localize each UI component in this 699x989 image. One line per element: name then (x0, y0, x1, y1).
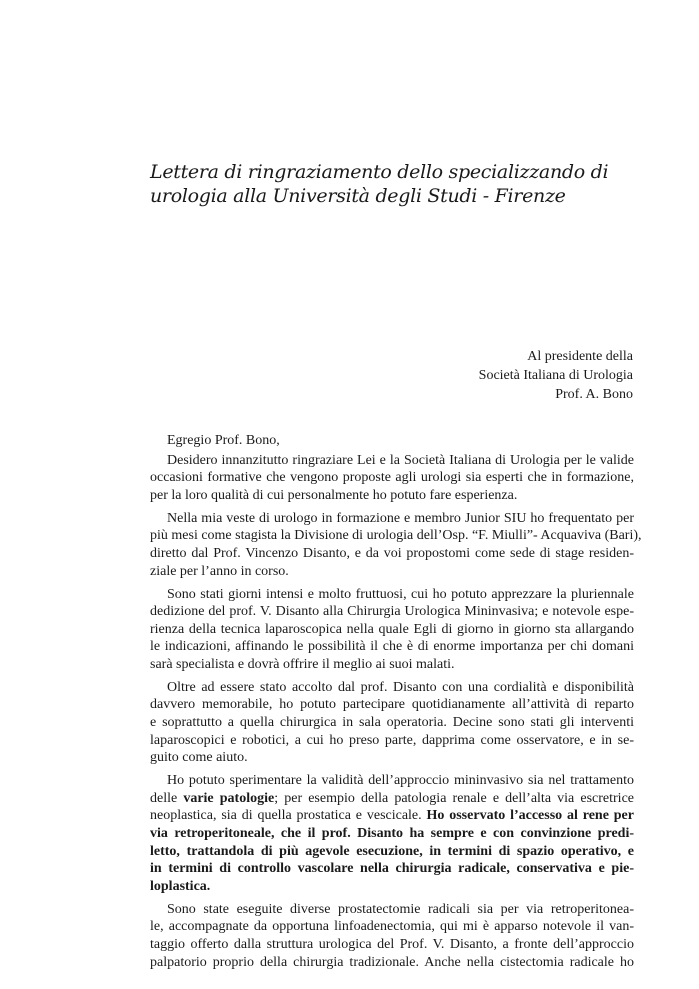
document-title (150, 160, 620, 208)
recipient-block (479, 347, 633, 404)
title-line: urologia alla Università degli Studi - Firenze (150, 185, 566, 207)
text-line: sarà specialista e dovrà offrire il meglio ai suoi malati. (150, 656, 455, 672)
text-line: guito come aiuto. (150, 750, 248, 766)
paragraph (150, 586, 634, 674)
text-line (150, 860, 634, 878)
letter-body (150, 432, 642, 977)
text-line: Oltre ad essere stato accolto dal prof. Disanto con una cordialità e disponibilità (167, 679, 634, 695)
text-line: ziale per l’anno in corso. (150, 563, 289, 579)
text-line: Ho potuto sperimentare la validità dell’approccio mininvasivo sia nel trattamento (167, 773, 634, 789)
bold-text: in termini di controllo vascolare nella chirurgia radicale, conservativa e pie- (150, 861, 634, 877)
text-line: Sono stati giorni intensi e molto fruttuosi, cui ho potuto apprezzare la pluriennale (167, 586, 634, 602)
text-line (150, 790, 634, 808)
text-line: Desidero innanzitutto ringraziare Lei e la Società Italiana di Urologia per le valide (167, 452, 634, 468)
text-line: più mesi come stagista la Divisione di urologia dell’Osp. “F. Miulli”- Acquaviva (Bari), (150, 528, 642, 544)
greeting (150, 432, 634, 450)
text-line: per la loro qualità di cui personalmente ho potuto fare esperienza. (150, 487, 518, 503)
paragraph (150, 901, 634, 971)
paragraph (150, 772, 634, 895)
text-run: ; per esempio della patologia renale e dell’alta via escretrice (274, 790, 634, 806)
paragraph (150, 510, 642, 580)
recipient-line: Prof. A. Bono (555, 387, 633, 402)
text-line: le, accompagnate da opportuna linfoadenectomia, qui mi è apparso notevole il van- (150, 919, 634, 935)
text-line: Nella mia veste di urologo in formazione e membro Junior SIU ho frequentato per (167, 510, 634, 526)
text-line: Egregio Prof. Bono, (167, 433, 280, 448)
recipient-line: Al presidente della (527, 349, 633, 364)
text-line: laparoscopici e robotici, a cui ho preso parte, dapprima come osservatore, e in se- (150, 732, 634, 748)
bold-text: loplastica. (150, 878, 211, 894)
text-line: diretto dal Prof. Vincenzo Disanto, e da voi propostomi come sede di stage residen- (150, 545, 634, 561)
text-line (150, 878, 634, 896)
text-run: neoplastica, sia di quella prostatica e vescicale. (150, 808, 427, 824)
text-line (150, 843, 634, 861)
text-line (150, 807, 634, 825)
recipient-line: Società Italiana di Urologia (478, 368, 633, 383)
bold-text: letto, trattandola di più agevole esecuzione, in termini di spazio operativo, e (150, 843, 634, 859)
text-run: delle (150, 790, 184, 806)
text-line: palpatorio proprio della chirurgia tradizionale. Anche nella cistectomia radicale ho (150, 954, 634, 970)
title-line: Lettera di ringraziamento dello specializzando di (150, 161, 609, 183)
bold-text: varie patologie (183, 790, 275, 806)
text-line: occasioni formative che vengono proposte agli urologi sia esperti che in formazione, (150, 470, 634, 486)
text-line: e soprattutto a quella chirurgica in sala operatoria. Decine sono stati gli interventi (150, 715, 634, 731)
paragraph (150, 452, 634, 505)
bold-text: via retroperitoneale, che il prof. Disanto ha sempre e con convinzione predi- (150, 826, 634, 842)
text-line: Sono state eseguite diverse prostatectomie radicali sia per via retroperitonea- (167, 901, 634, 917)
paragraph (150, 679, 634, 767)
text-line: le indicazioni, affinando le possibilità il che è di enorme importanza per chi domani (150, 639, 634, 655)
text-line: davvero memorabile, ho potuto partecipare quotidianamente all’attività di reparto (150, 697, 634, 713)
text-line: taggio offerto dalla struttura urologica del Prof. V. Disanto, a fronte dell’approccio (150, 936, 634, 952)
bold-text: Ho osservato l’accesso al rene per (426, 808, 634, 824)
text-line: rienza della tecnica laparoscopica nella quale Egli di giorno in giorno sta allargando (150, 621, 634, 637)
text-line (150, 825, 634, 843)
text-line: dedizione del prof. V. Disanto alla Chirurgia Urologica Mininvasiva; e notevole espe- (150, 604, 634, 620)
